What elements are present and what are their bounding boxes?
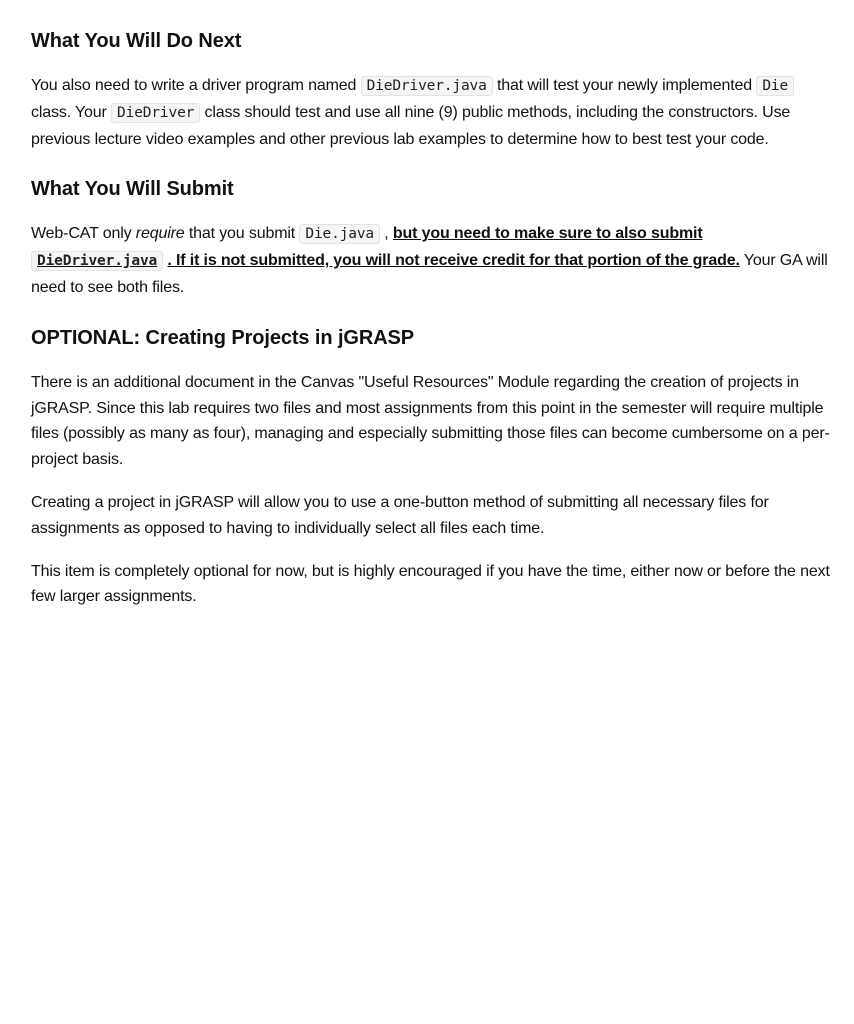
heading-optional-projects: OPTIONAL: Creating Projects in jGRASP (31, 326, 415, 349)
text-run: Your GA will need to see both files. (31, 252, 828, 296)
text-run: You also need to write a driver program named (31, 77, 361, 94)
text-run: , (380, 225, 393, 243)
paragraph-driver-program (31, 73, 834, 152)
text-run: Web-CAT only (31, 225, 136, 243)
strong-credit-warning: . If it is not submitted, you will not receive credit for that portion of the grade. (167, 252, 740, 270)
paragraph-additional-document: There is an additional document in the Canvas "Useful Resources" Module regarding the creation of projects in jGRASP. Since this lab requires two files and most assignments from this point in the semester will require multiple files (possibly as many as four), managing and especially submitting those files can become cumbersome on a per-project basis. (31, 373, 830, 469)
heading-do-next: What You Will Do Next (31, 30, 242, 52)
emphasis-require: require (135, 225, 185, 243)
strong-code-wrapper (31, 252, 163, 269)
code-diedriver-java: DieDriver.java (361, 76, 493, 96)
section-submit (31, 176, 834, 300)
code-diedriver-java-strong: DieDriver.java (31, 251, 163, 271)
code-diedriver: DieDriver (111, 103, 200, 123)
heading-submit: What You Will Submit (31, 178, 234, 201)
code-die-java: Die.java (299, 224, 380, 244)
code-die: Die (756, 76, 794, 96)
text-run: class should test and use all nine (9) public methods, including the constructors. Use previous lecture video examples and other previous lab examples to determine how to best test your code. (31, 103, 791, 148)
section-optional-projects (31, 325, 834, 610)
text-run: class. Your (31, 103, 112, 121)
strong-submit-warning: but you need to make sure to also submit (392, 225, 703, 243)
paragraph-optional-note: This item is completely optional for now, but is highly encouraged if you have the time, either now or before the next few larger assignments. (31, 562, 830, 606)
text-run: that will test your newly implemented (492, 77, 757, 94)
paragraph-one-button-method: Creating a project in jGRASP will allow you to use a one-button method of submitting all necessary files for assignments as opposed to having to individually select all files each time. (31, 493, 769, 537)
section-do-next (31, 28, 834, 152)
paragraph-submit-instructions (31, 221, 834, 300)
text-run: that you submit (184, 225, 300, 243)
